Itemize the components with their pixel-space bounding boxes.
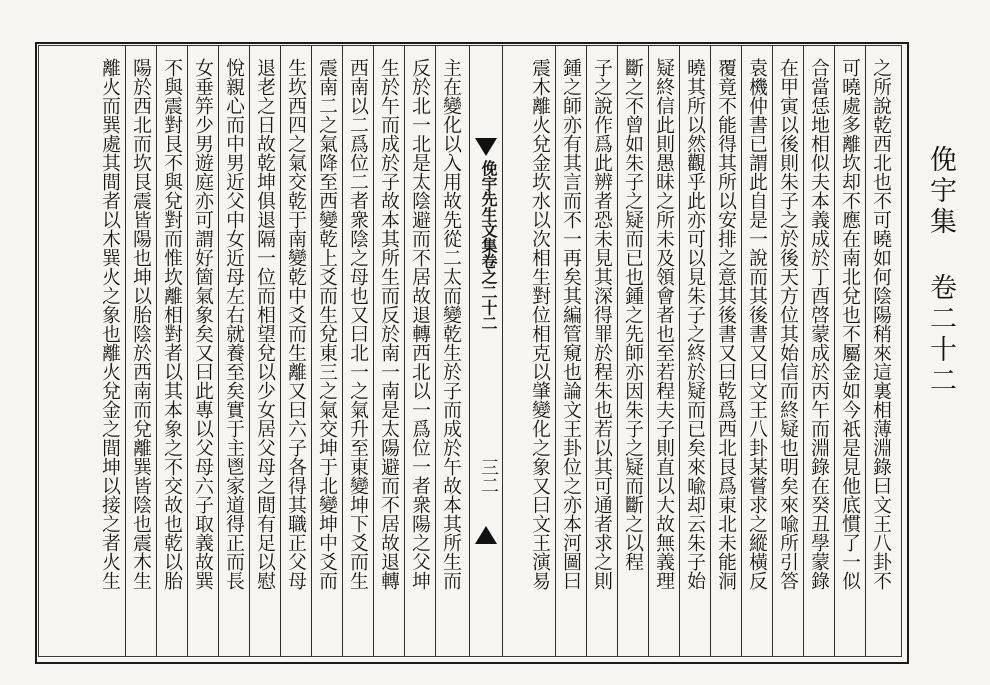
text-column: 可曉處多離坎却不應在南北兌也不屬金如今祇是見他底慣了一似 <box>839 58 860 590</box>
text-column: 斷之不曾如朱子之疑而已也鍾之先師亦因朱子之疑而斷之以程 <box>622 58 643 571</box>
text-column: 不與震對艮不與兌對而惟坎離相對者以其本象之不交故也乾以胎 <box>161 58 182 590</box>
text-column: 疑終信此則愚昧之所未及領會者也至若程夫子則直以大故無義理 <box>653 58 674 590</box>
text-column: 合當恁地相似夫本義成於丁酉啓蒙成於丙午而淵錄在癸丑學蒙錄 <box>808 58 829 590</box>
text-column: 西南以二爲位二者衆陰之母也又曰北一之氣升至東變坤下爻而生 <box>347 58 368 590</box>
text-column: 離火而巽處其間者以木巽火之象也離火兌金之間坤以接之者火生 <box>99 58 120 590</box>
column-rule <box>187 45 188 657</box>
text-column: 生坎西四之氣交乾于南變乾中爻而生離又曰六子各得其職正父母 <box>285 58 306 590</box>
text-column: 震木離火兌金坎水以次相生對位相克以肇變化之象又曰文王演易 <box>529 58 550 590</box>
column-rule <box>280 45 281 657</box>
text-column: 生於午而成於子故本其所生而反於南一南是太陽避而不居故退轉 <box>378 58 399 590</box>
text-column: 悅親心而中男近父中女近母左右就養至矣實于主鬯家道得正而長 <box>223 58 244 590</box>
text-column: 在甲寅以後則朱子之於後天方位其始信而終疑也明矣來喩所引答 <box>777 58 798 590</box>
column-rule <box>710 45 711 657</box>
text-column: 之所說乾西北也不可曉如何陰陽稍來這裏相薄淵錄曰文王八卦不 <box>870 58 891 590</box>
column-rule <box>373 45 374 657</box>
text-column: 曉其所以然觀乎此亦可以見朱子之終於疑而已矣來喩却云朱子始 <box>684 58 705 590</box>
column-rule <box>803 45 804 657</box>
column-rule <box>435 45 436 657</box>
column-rule <box>617 45 618 657</box>
text-column: 主在變化以入用故先從二太而變乾生於子而成於午故本其所生而 <box>440 58 461 590</box>
column-rule <box>404 45 405 657</box>
margin-title: 俛宇集 卷二十二 <box>925 145 956 397</box>
column-rule <box>555 45 556 657</box>
text-column: 子之說作爲此辨者恐未見其深得罪於程朱也若以其可通者求之則 <box>591 58 612 590</box>
text-column: 袁機仲書已謂此自是一說而其後書又曰文王八卦某嘗求之縱橫反 <box>746 58 767 590</box>
text-column: 覆竟不能得其所以安排之意其後書又曰乾爲西北艮爲東北未能洞 <box>715 58 736 590</box>
column-rule <box>865 45 866 657</box>
text-column: 反於北一北是太陰避而不居故退轉西北以一爲位一者衆陽之父坤 <box>409 58 430 590</box>
column-rule <box>679 45 680 657</box>
text-column: 震南二之氣降至西變乾上爻而生兌東三之氣交坤于北變坤中爻而 <box>316 58 337 590</box>
column-rule <box>218 45 219 657</box>
column-rule <box>125 45 126 657</box>
text-column: 鍾之師亦有其言而不一再矣其編管窺也論文王卦位之亦本河圖曰 <box>560 58 581 590</box>
column-rule <box>156 45 157 657</box>
column-rule <box>586 45 587 657</box>
column-rule <box>249 45 250 657</box>
text-column: 退老之日故乾坤俱退隔一位而相望兌以少女居父母之間有足以慰 <box>254 58 275 590</box>
column-rule <box>741 45 742 657</box>
column-rule <box>342 45 343 657</box>
text-column: 女垂笄少男遊庭亦可謂好箇氣象矣又曰此專以父母六子取義故巽 <box>192 58 213 590</box>
column-rule <box>772 45 773 657</box>
column-rule <box>834 45 835 657</box>
column-rule <box>648 45 649 657</box>
center-page-number: 三二 <box>478 458 499 494</box>
text-column: 陽於西北而坎艮震皆陽也坤以胎陰於西南而兌離巽皆陰也震木生 <box>130 58 151 590</box>
column-rule <box>311 45 312 657</box>
center-title: 俛宇先生文集卷之二十二 <box>479 160 498 331</box>
